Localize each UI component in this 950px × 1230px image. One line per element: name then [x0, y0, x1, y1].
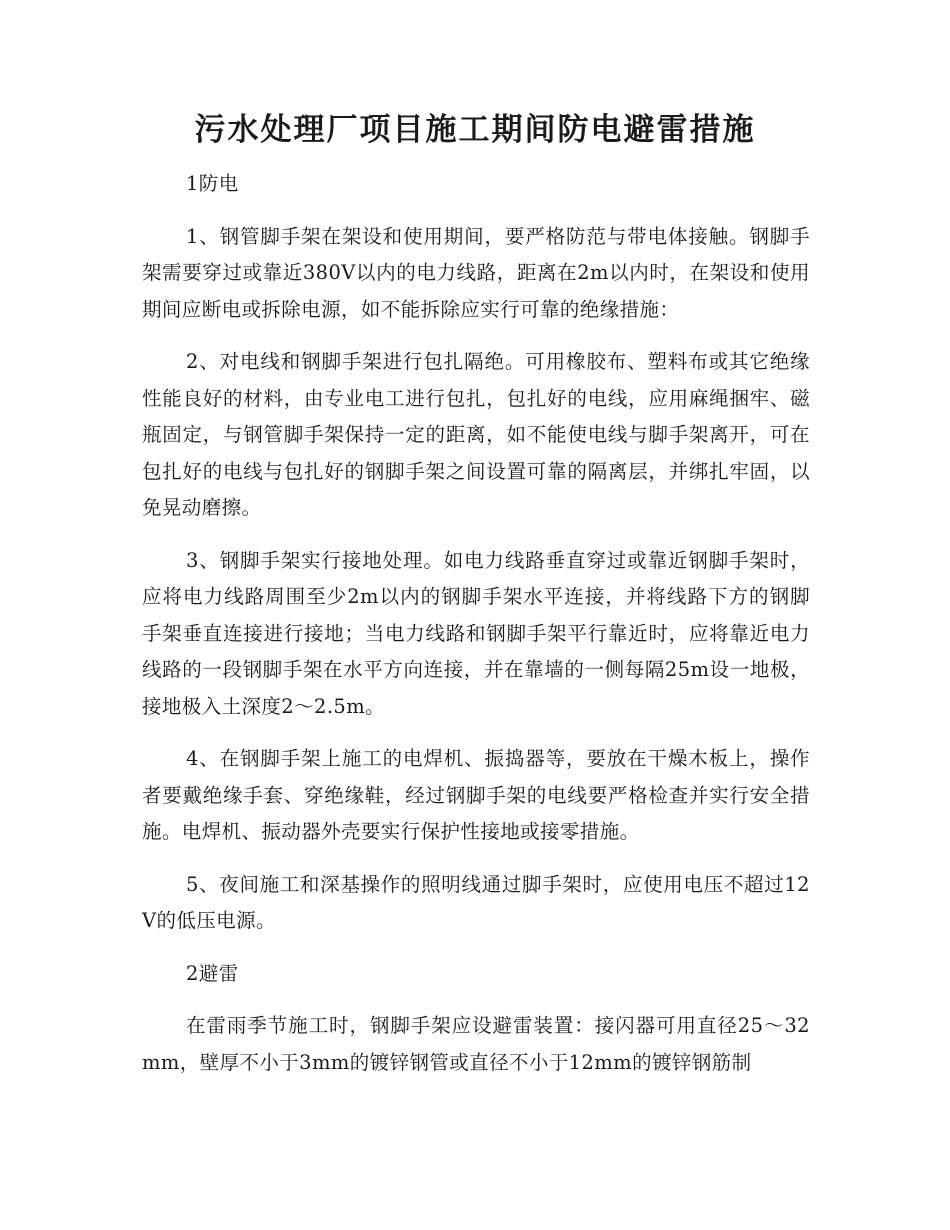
document-body [142, 166, 810, 1097]
paragraph: 5、夜间施工和深基操作的照明线通过脚手架时，应使用电压不超过12V的低压电源。 [142, 872, 810, 932]
paragraph: 2、对电线和钢脚手架进行包扎隔绝。可用橡胶布、塑料布或其它绝缘性能良好的材料，由专业电工进行包扎，包扎好的电线，应用麻绳捆牢、磁瓶固定，与钢管脚手架保持一定的距离，如不能使电线与脚手架离开，可在包扎好的电线与包扎好的钢脚手架之间设置可靠的隔离层，并绑扎牢固，以免晃动磨擦。 [142, 350, 810, 519]
paragraph: 1、钢管脚手架在架设和使用期间，要严格防范与带电体接触。钢脚手架需要穿过或靠近380V以内的电力线路，距离在2m以内时，在架设和使用期间应断电或拆除电源，如不能拆除应实行可靠的绝缘措施： [142, 224, 810, 321]
section-heading-power: 1防电 [186, 172, 239, 195]
paragraph: 3、钢脚手架实行接地处理。如电力线路垂直穿过或靠近钢脚手架时，应将电力线路周围至少2m以内的钢脚手架水平连接，并将线路下方的钢脚手架垂直连接进行接地；当电力线路和钢脚手架平行靠近时，应将靠近电力线路的一段钢脚手架在水平方向连接，并在靠墙的一侧每隔25m设一地极，接地极入土深度2～2.5m。 [142, 548, 810, 718]
paragraph: 4、在钢脚手架上施工的电焊机、振捣器等，要放在干燥木板上，操作者要戴绝缘手套、穿绝缘鞋，经过钢脚手架的电线要严格检查并实行安全措施。电焊机、振动器外壳要实行保护性接地或接零措施。 [142, 747, 810, 843]
paragraph: 在雷雨季节施工时，钢脚手架应设避雷装置：接闪器可用直径25～32mm，壁厚不小于3mm的镀锌钢管或直径不小于12mm的镀锌钢筋制 [142, 1014, 810, 1074]
document-title: 污水处理厂项目施工期间防电避雷措施 [194, 112, 756, 148]
section-heading-lightning: 2避雷 [186, 961, 239, 985]
